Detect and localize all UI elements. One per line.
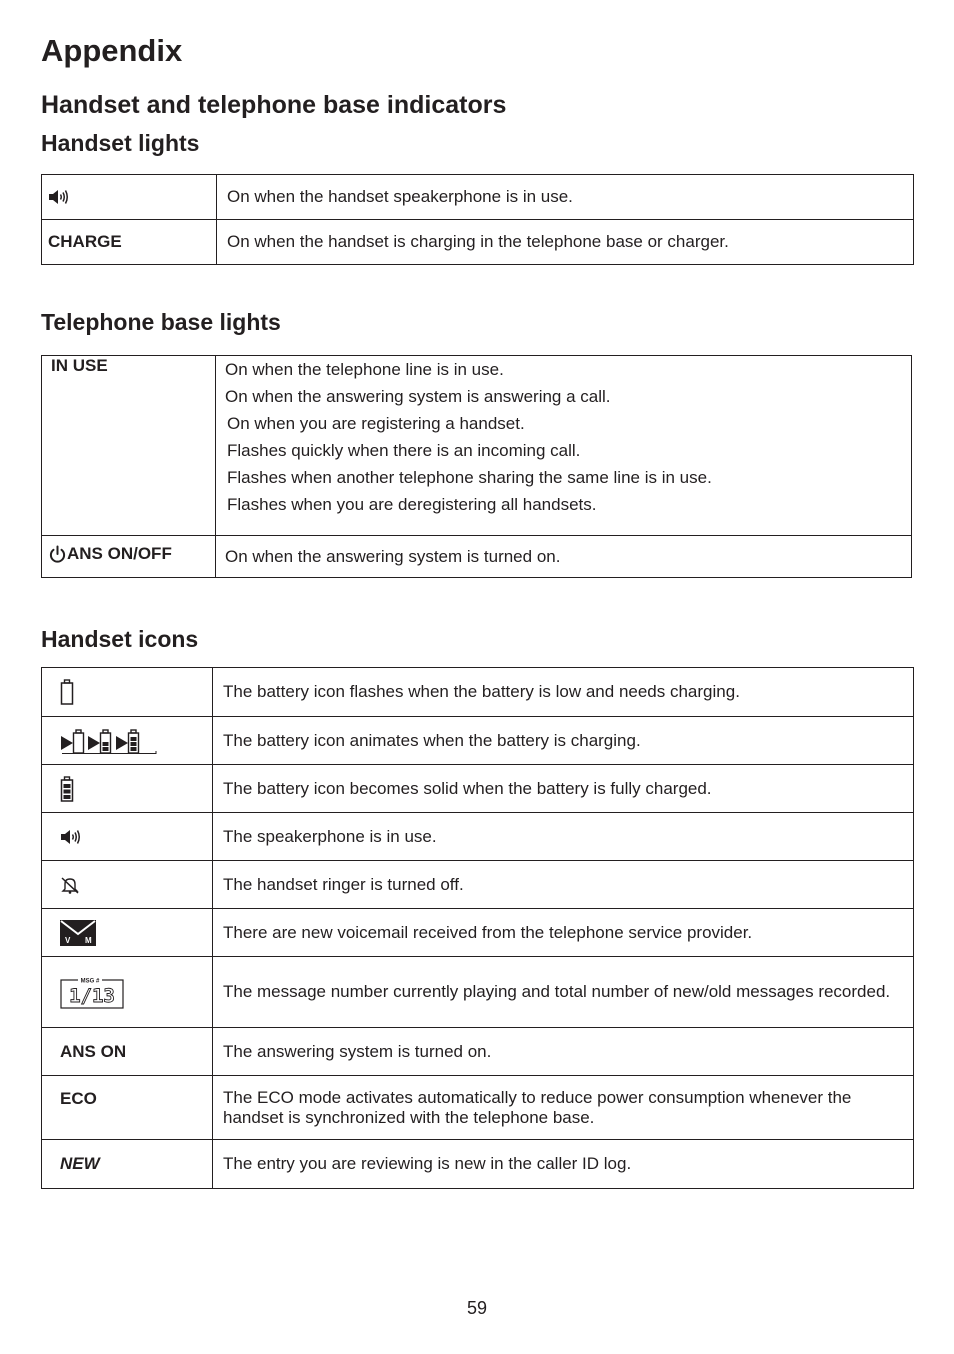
- description-line: Flashes quickly when there is an incoming call.: [227, 441, 581, 460]
- table-row: [42, 861, 914, 909]
- voicemail-letter-m: M: [85, 935, 92, 945]
- description-line: On when the telephone line is in use.: [225, 360, 504, 379]
- handset-icons-heading: Handset icons: [41, 626, 199, 652]
- table-row: [42, 765, 914, 813]
- description-line: On when you are registering a handset.: [227, 414, 525, 433]
- description: The answering system is turned on.: [213, 1028, 914, 1076]
- description: The battery icon flashes when the battery is low and needs charging.: [213, 668, 914, 717]
- power-icon: [48, 545, 67, 564]
- indicator-label: ANS ON: [42, 1028, 213, 1076]
- description: The speakerphone is in use.: [213, 813, 914, 861]
- msg-counter-value: 1/13: [69, 985, 115, 1007]
- base-lights-table: [41, 355, 912, 578]
- speaker-icon: [60, 828, 82, 846]
- section-title: Handset and telephone base indicators: [41, 91, 507, 119]
- ringer-off-icon: [60, 876, 80, 894]
- description: On when the handset is charging in the telephone base or charger.: [217, 220, 914, 265]
- speaker-icon: [48, 188, 70, 206]
- table-row: [42, 1076, 914, 1140]
- indicator-label: ECO: [42, 1076, 213, 1140]
- description: The battery icon animates when the battery is charging.: [213, 717, 914, 765]
- description: The battery icon becomes solid when the battery is fully charged.: [213, 765, 914, 813]
- page-number: 59: [466, 1298, 488, 1318]
- battery-full-icon: [60, 776, 74, 802]
- handset-icons-table: [41, 667, 914, 1189]
- table-row: [42, 957, 914, 1028]
- description: The entry you are reviewing is new in the caller ID log.: [213, 1140, 914, 1189]
- table-row: [42, 909, 914, 957]
- indicator-label: CHARGE: [42, 220, 217, 265]
- table-row: [42, 220, 914, 265]
- indicator-label: ANS ON/OFF: [67, 544, 172, 564]
- battery-empty-icon: [60, 679, 74, 705]
- table-row: [42, 536, 912, 578]
- table-row: [42, 175, 914, 220]
- table-row: [42, 717, 914, 765]
- indicator-label: NEW: [42, 1140, 213, 1189]
- description-line: Flashes when another telephone sharing the same line is in use.: [227, 468, 712, 487]
- page-title: Appendix: [41, 33, 183, 68]
- table-row: [42, 356, 912, 536]
- description: The ECO mode activates automatically to reduce power consumption whenever the handset is synchronized with the telephone base.: [213, 1076, 914, 1140]
- description: The message number currently playing and total number of new/old messages recorded.: [213, 957, 914, 1028]
- description-line: On when the answering system is answering a call.: [225, 387, 611, 406]
- voicemail-letter-v: V: [65, 935, 71, 945]
- battery-charging-sequence-icon: [60, 727, 158, 755]
- indicator-label: IN USE: [42, 356, 216, 536]
- description: On when the handset speakerphone is in use.: [217, 175, 914, 220]
- description: The handset ringer is turned off.: [213, 861, 914, 909]
- base-lights-heading: Telephone base lights: [41, 309, 281, 335]
- table-row: [42, 1140, 914, 1189]
- description: [216, 356, 912, 536]
- handset-lights-heading: Handset lights: [41, 130, 200, 156]
- table-row: [42, 668, 914, 717]
- table-row: [42, 1028, 914, 1076]
- msg-number-label: MSG #: [80, 978, 100, 985]
- description: There are new voicemail received from the telephone service provider.: [213, 909, 914, 957]
- table-row: [42, 813, 914, 861]
- message-counter-icon: [60, 975, 124, 1009]
- description-line: Flashes when you are deregistering all handsets.: [227, 495, 597, 514]
- handset-lights-table: [41, 174, 914, 265]
- voicemail-envelope-icon: [60, 920, 96, 946]
- description: On when the answering system is turned on.: [216, 536, 912, 578]
